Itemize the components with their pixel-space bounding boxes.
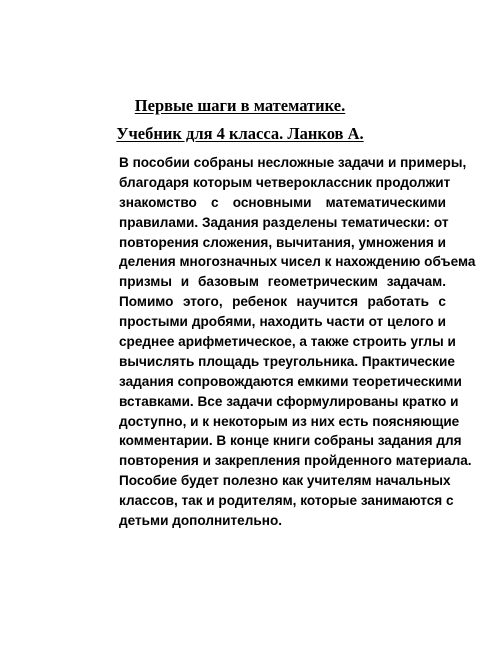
paragraph-line: среднее арифметическое, а также строить углы и [119, 334, 456, 350]
paragraph-line: знакомство с основными математическими [119, 194, 446, 210]
paragraph-line: Пособие будет полезно как учителям начальных [119, 473, 451, 489]
paragraph-line: классов, так и родителям, которые занимаются с [119, 493, 454, 509]
paragraph-line: правилами. Задания разделены тематически: от [119, 214, 449, 230]
paragraph-line: повторения и закрепления пройденного материала. [119, 453, 472, 469]
paragraph-line: вычислять площадь треугольника. Практические [119, 353, 455, 369]
document-title: Первые шаги в математике. [134, 96, 346, 115]
paragraph-line: простыми дробями, находить части от целого и [119, 314, 446, 330]
paragraph-line: повторения сложения, вычитания, умножения и [119, 234, 446, 250]
paragraph-line: В пособии собраны несложные задачи и примеры, [119, 155, 467, 170]
paragraph-line: Помимо этого, ребенок научится работать с [119, 294, 446, 310]
paragraph-line: благодаря которым четвероклассник продолжит [119, 174, 451, 190]
description-paragraph [119, 153, 476, 531]
paragraph-line: задания сопровождаются емкими теоретическими [119, 373, 462, 389]
paragraph-line: деления многозначных чисел к нахождению объема [119, 254, 476, 270]
paragraph-line: комментарии. В конце книги собраны задания для [119, 433, 462, 449]
paragraph-line: доступно, и к некоторым из них есть поясняющие [119, 413, 460, 429]
paragraph-line: вставками. Все задачи сформулированы кратко и [119, 393, 459, 409]
paragraph-line: призмы и базовым геометрическим задачам. [119, 274, 446, 290]
document-subtitle: Учебник для 4 класса. Ланков А. [116, 124, 364, 143]
paragraph-line: детьми дополнительно. [119, 513, 283, 529]
